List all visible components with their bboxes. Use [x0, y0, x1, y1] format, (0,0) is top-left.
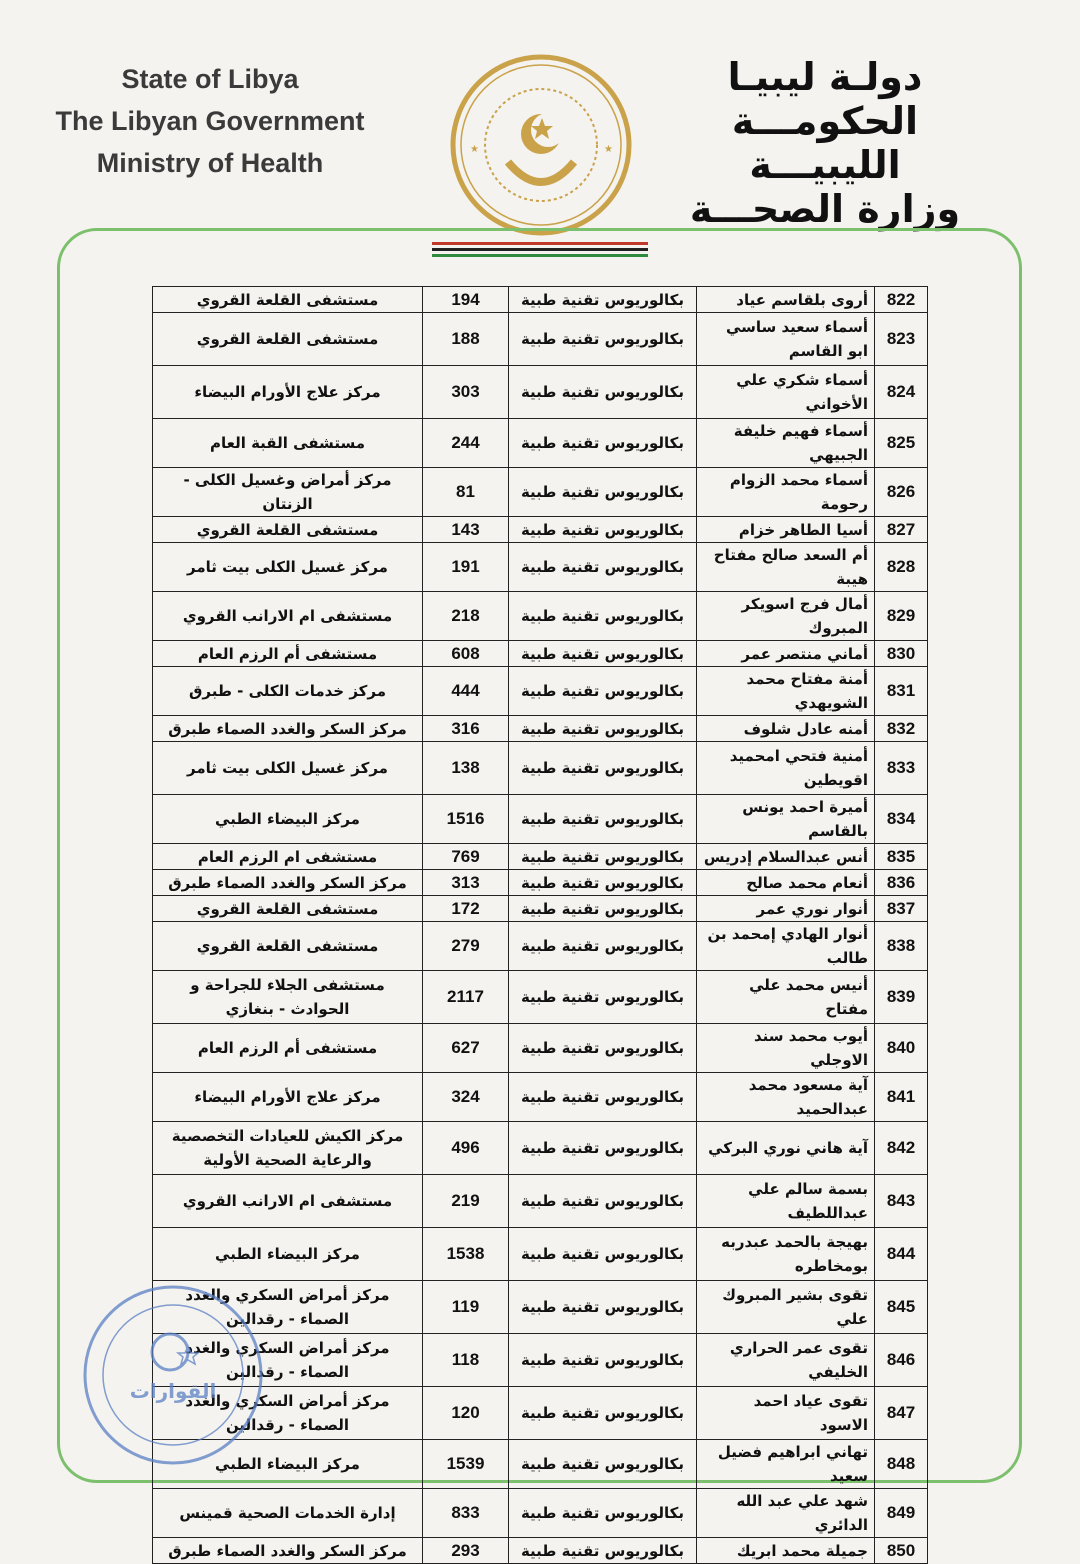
score: 316: [423, 716, 509, 742]
table-row: [153, 313, 928, 366]
table-row: [153, 742, 928, 795]
candidate-name: أيوب محمد سند الاوجلي: [697, 1024, 875, 1073]
assigned-facility: مستشفى القلعة القروي: [153, 287, 423, 313]
table-row: [153, 1334, 928, 1387]
score: 279: [423, 922, 509, 971]
degree: بكالوريوس تقنية طبية: [509, 742, 697, 795]
table-row: [153, 1073, 928, 1122]
degree: بكالوريوس تقنية طبية: [509, 870, 697, 896]
degree: بكالوريوس تقنية طبية: [509, 795, 697, 844]
candidate-name: شهد علي عبد الله الدائري: [697, 1489, 875, 1538]
row-number: 850: [875, 1538, 928, 1564]
official-stamp-icon: [78, 1280, 268, 1470]
candidate-name: تهاني ابراهيم فضيل سعيد: [697, 1440, 875, 1489]
candidate-name: أروى بلقاسم عياد: [697, 287, 875, 313]
degree: بكالوريوس تقنية طبية: [509, 1024, 697, 1073]
row-number: 832: [875, 716, 928, 742]
score: 1538: [423, 1228, 509, 1281]
degree: بكالوريوس تقنية طبية: [509, 468, 697, 517]
assigned-facility: مركز أمراض السكري والغدد الصماء - رقدالين: [153, 1334, 423, 1387]
assigned-facility: مركز الكيش للعيادات التخصصية والرعاية الصحية الأولية: [153, 1122, 423, 1175]
assigned-facility: مركز غسيل الكلى بيت ثامر: [153, 543, 423, 592]
degree: بكالوريوس تقنية طبية: [509, 1073, 697, 1122]
english-header-line: The Libyan Government: [55, 106, 365, 136]
candidate-name: أم السعد صالح مفتاح هيبة: [697, 543, 875, 592]
candidate-name: أسماء فهيم خليفة الجبيهي: [697, 419, 875, 468]
row-number: 834: [875, 795, 928, 844]
score: 313: [423, 870, 509, 896]
assigned-facility: مستشفى القلعة القروي: [153, 517, 423, 543]
assigned-facility: مركز غسيل الكلى بيت ثامر: [153, 742, 423, 795]
table-row: [153, 419, 928, 468]
row-number: 849: [875, 1489, 928, 1538]
degree: بكالوريوس تقنية طبية: [509, 844, 697, 870]
degree: بكالوريوس تقنية طبية: [509, 922, 697, 971]
row-number: 823: [875, 313, 928, 366]
candidate-name: آية مسعود محمد عبدالحميد: [697, 1073, 875, 1122]
row-number: 848: [875, 1440, 928, 1489]
assigned-facility: مستشفى القلعة القروي: [153, 313, 423, 366]
score: 118: [423, 1334, 509, 1387]
table-row: [153, 667, 928, 716]
score: 244: [423, 419, 509, 468]
table-row: [153, 543, 928, 592]
crescent-star-emblem-icon: [448, 52, 634, 238]
score: 303: [423, 366, 509, 419]
table-row: [153, 1489, 928, 1538]
degree: بكالوريوس تقنية طبية: [509, 1122, 697, 1175]
candidate-name: أنيس محمد علي مفتاح: [697, 971, 875, 1024]
score: 1539: [423, 1440, 509, 1489]
degree: بكالوريوس تقنية طبية: [509, 313, 697, 366]
score: 608: [423, 641, 509, 667]
row-number: 833: [875, 742, 928, 795]
assigned-facility: مستشفى الجلاء للجراحة و الحوادث - بنغازي: [153, 971, 423, 1024]
score: 324: [423, 1073, 509, 1122]
row-number: 837: [875, 896, 928, 922]
degree: بكالوريوس تقنية طبية: [509, 543, 697, 592]
degree: بكالوريوس تقنية طبية: [509, 896, 697, 922]
degree: بكالوريوس تقنية طبية: [509, 1334, 697, 1387]
svg-text:★: ★: [470, 144, 479, 155]
assigned-facility: مركز علاج الأورام البيضاء: [153, 366, 423, 419]
table-row: [153, 716, 928, 742]
row-number: 844: [875, 1228, 928, 1281]
candidate-name: أنوار الهادي إمحمد بن طالب: [697, 922, 875, 971]
score: 627: [423, 1024, 509, 1073]
table-row: [153, 517, 928, 543]
table-row: [153, 795, 928, 844]
candidate-name: تقوى بشير المبروك علي: [697, 1281, 875, 1334]
candidate-name: آية هاني نوري البركي: [697, 1122, 875, 1175]
row-number: 825: [875, 419, 928, 468]
english-header-line: Ministry of Health: [96, 148, 324, 178]
score: 194: [423, 287, 509, 313]
assigned-facility: مركز أمراض السكري والغدد الصماء - رقدالين: [153, 1387, 423, 1440]
arabic-header-line: الحكومـــة الليبيـــة: [731, 99, 919, 187]
candidate-name: أنعام محمد صالح: [697, 870, 875, 896]
candidate-name: أنس عبدالسلام إدريس: [697, 844, 875, 870]
score: 172: [423, 896, 509, 922]
assigned-facility: مركز أمراض وغسيل الكلى - الزنتان: [153, 468, 423, 517]
score: 191: [423, 543, 509, 592]
degree: بكالوريوس تقنية طبية: [509, 1387, 697, 1440]
score: 769: [423, 844, 509, 870]
score: 138: [423, 742, 509, 795]
table-row: [153, 922, 928, 971]
assigned-facility: مستشفى القلعة القروي: [153, 922, 423, 971]
row-number: 828: [875, 543, 928, 592]
assigned-facility: مركز البيضاء الطبي: [153, 795, 423, 844]
row-number: 827: [875, 517, 928, 543]
score: 218: [423, 592, 509, 641]
candidate-name: أماني منتصر عمر: [697, 641, 875, 667]
candidate-name: أسماء محمد الزوام رحومة: [697, 468, 875, 517]
row-number: 842: [875, 1122, 928, 1175]
candidate-name: أمنه عادل شلوف: [697, 716, 875, 742]
score: 496: [423, 1122, 509, 1175]
stamp-text: القوارات: [129, 1379, 217, 1403]
table-row: [153, 1175, 928, 1228]
table-row: [153, 1440, 928, 1489]
table-row: [153, 896, 928, 922]
candidate-name: أنوار نوري عمر: [697, 896, 875, 922]
score: 219: [423, 1175, 509, 1228]
degree: بكالوريوس تقنية طبية: [509, 716, 697, 742]
candidate-name: بسمة سالم علي عبداللطيف: [697, 1175, 875, 1228]
arabic-header-line: وزارة الصحـــة: [689, 187, 961, 231]
table-row: [153, 287, 928, 313]
table-row: [153, 870, 928, 896]
english-header: [40, 58, 380, 184]
degree: بكالوريوس تقنية طبية: [509, 1228, 697, 1281]
assigned-facility: مستشفى ام الرزم العام: [153, 844, 423, 870]
assigned-facility: مركز السكر والغدد الصماء طبرق: [153, 870, 423, 896]
table-row: [153, 1122, 928, 1175]
assigned-facility: مركز أمراض السكري والغدد الصماء - رقدالين: [153, 1281, 423, 1334]
assigned-facility: مستشفى ام الارانب القروي: [153, 1175, 423, 1228]
degree: بكالوريوس تقنية طبية: [509, 419, 697, 468]
table-row: [153, 592, 928, 641]
row-number: 841: [875, 1073, 928, 1122]
degree: بكالوريوس تقنية طبية: [509, 1440, 697, 1489]
table-row: [153, 1538, 928, 1564]
table-row: [153, 844, 928, 870]
candidate-name: أميرة احمد يونس بالقاسم: [697, 795, 875, 844]
row-number: 846: [875, 1334, 928, 1387]
score: 119: [423, 1281, 509, 1334]
row-number: 845: [875, 1281, 928, 1334]
row-number: 839: [875, 971, 928, 1024]
table-row: [153, 1281, 928, 1334]
row-number: 822: [875, 287, 928, 313]
arabic-header-line: دولـة ليبيـا: [727, 55, 923, 99]
degree: بكالوريوس تقنية طبية: [509, 667, 697, 716]
degree: بكالوريوس تقنية طبية: [509, 1489, 697, 1538]
score: 2117: [423, 971, 509, 1024]
candidate-name: أمنة مفتاح محمد الشويهدي: [697, 667, 875, 716]
table-row: [153, 641, 928, 667]
candidate-name: جميلة محمد ابريك: [697, 1538, 875, 1564]
degree: بكالوريوس تقنية طبية: [509, 1281, 697, 1334]
table-row: [153, 1024, 928, 1073]
score: 188: [423, 313, 509, 366]
candidate-name: أسماء سعيد ساسي ابو القاسم: [697, 313, 875, 366]
score: 444: [423, 667, 509, 716]
score: 293: [423, 1538, 509, 1564]
assigned-facility: مستشفى أم الرزم العام: [153, 1024, 423, 1073]
candidate-name: تقوى عياد احمد الاسود: [697, 1387, 875, 1440]
degree: بكالوريوس تقنية طبية: [509, 1538, 697, 1564]
assigned-facility: مستشفى ام الارانب القروي: [153, 592, 423, 641]
row-number: 831: [875, 667, 928, 716]
score: 833: [423, 1489, 509, 1538]
row-number: 824: [875, 366, 928, 419]
table-row: [153, 1387, 928, 1440]
assigned-facility: مركز السكر والغدد الصماء طبرق: [153, 716, 423, 742]
assigned-facility: مركز البيضاء الطبي: [153, 1440, 423, 1489]
degree: بكالوريوس تقنية طبية: [509, 971, 697, 1024]
assigned-facility: مركز السكر والغدد الصماء طبرق: [153, 1538, 423, 1564]
score: 120: [423, 1387, 509, 1440]
assigned-facility: إدارة الخدمات الصحية قمينس: [153, 1489, 423, 1538]
row-number: 836: [875, 870, 928, 896]
candidate-name: تقوى عمر الحراري الخليفي: [697, 1334, 875, 1387]
row-number: 835: [875, 844, 928, 870]
assigned-facility: مستشفى القلعة القروي: [153, 896, 423, 922]
row-number: 838: [875, 922, 928, 971]
degree: بكالوريوس تقنية طبية: [509, 517, 697, 543]
candidate-name: أسماء شكري علي الأخواني: [697, 366, 875, 419]
table-row: [153, 1228, 928, 1281]
score: 143: [423, 517, 509, 543]
assigned-facility: مستشفى القبة العام: [153, 419, 423, 468]
row-number: 843: [875, 1175, 928, 1228]
row-number: 840: [875, 1024, 928, 1073]
assigned-facility: مركز البيضاء الطبي: [153, 1228, 423, 1281]
score: 1516: [423, 795, 509, 844]
assigned-facility: مركز علاج الأورام البيضاء: [153, 1073, 423, 1122]
degree: بكالوريوس تقنية طبية: [509, 592, 697, 641]
degree: بكالوريوس تقنية طبية: [509, 366, 697, 419]
candidate-name: أمنية فتحي امحميد اقويطين: [697, 742, 875, 795]
table-row: [153, 468, 928, 517]
english-header-line: State of Libya: [121, 64, 299, 94]
row-number: 830: [875, 641, 928, 667]
degree: بكالوريوس تقنية طبية: [509, 287, 697, 313]
candidate-name: أمال فرج اسويكر المبروك: [697, 592, 875, 641]
arabic-header: [665, 55, 985, 231]
table-row: [153, 971, 928, 1024]
candidate-name: بهيجة بالحمد عبدربه بومخاطره: [697, 1228, 875, 1281]
row-number: 847: [875, 1387, 928, 1440]
svg-text:★: ★: [604, 144, 613, 155]
assigned-facility: مركز خدمات الكلى - طبرق: [153, 667, 423, 716]
row-number: 829: [875, 592, 928, 641]
appointments-table: [152, 286, 928, 1564]
assigned-facility: مستشفى أم الرزم العام: [153, 641, 423, 667]
score: 81: [423, 468, 509, 517]
table-row: [153, 366, 928, 419]
degree: بكالوريوس تقنية طبية: [509, 1175, 697, 1228]
candidate-name: أسيا الطاهر خزام: [697, 517, 875, 543]
degree: بكالوريوس تقنية طبية: [509, 641, 697, 667]
row-number: 826: [875, 468, 928, 517]
